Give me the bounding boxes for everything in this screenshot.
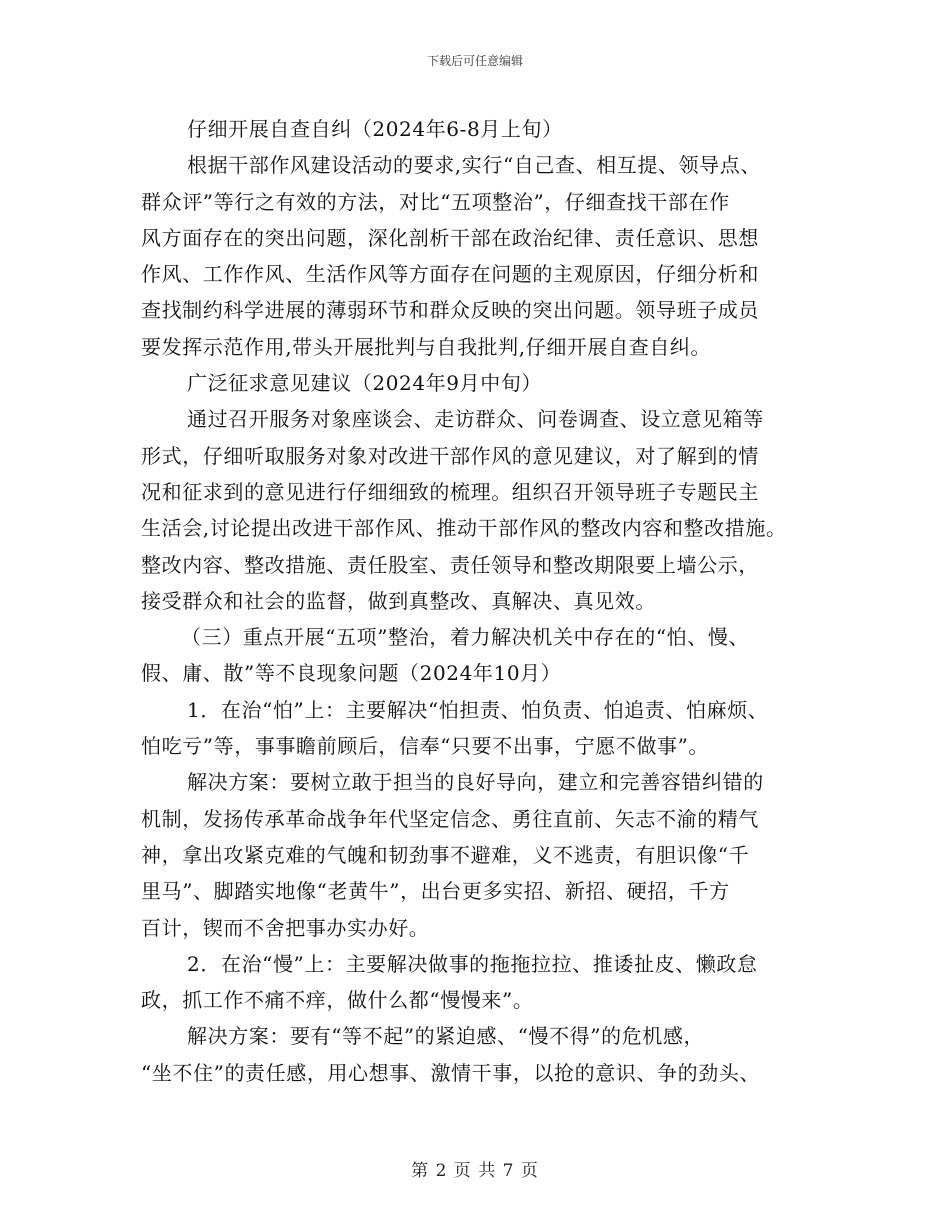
text-line: 况和征求到的意见进行仔细细致的梳理。组织召开领导班子专题民主: [141, 479, 759, 504]
text-line: 根据干部作风建设活动的要求,实行“自己查、相互提、领导点、: [187, 153, 761, 178]
text-line: 怕吃亏”等，事事瞻前顾后，信奉“只要不出事，宁愿不做事”。: [141, 734, 710, 759]
text-line: 形式，仔细听取服务对象对改进干部作风的意见建议，对了解到的情: [141, 443, 759, 468]
text-line: 通过召开服务对象座谈会、走访群众、问卷调查、设立意见箱等: [187, 407, 764, 432]
text-line: 生活会,讨论提出改进干部作风、推动干部作风的整改内容和整改措施。: [141, 516, 787, 541]
text-line: 机制，发扬传承革命战争年代坚定信念、勇往直前、矢志不渝的精气: [141, 806, 759, 831]
text-line: （三）重点开展“五项”整治，着力解决机关中存在的“怕、慢、: [181, 625, 750, 650]
text-line: 查找制约科学进展的薄弱环节和群众反映的突出问题。领导班子成员: [141, 298, 759, 323]
text-line: 风方面存在的突出问题，深化剖析干部在政治纪律、责任意识、思想: [141, 225, 759, 250]
text-line: 解决方案：要有“等不起”的紧迫感、“慢不得”的危机感，: [187, 1024, 705, 1049]
text-line: 要发挥示范作用,带头开展批判与自我批判,仔细开展自查自纠。: [141, 334, 712, 359]
text-line: 仔细开展自查自纠（2024年6-8月上旬）: [187, 117, 563, 141]
text-line: 作风、工作作风、生活作风等方面存在问题的主观原因，仔细分析和: [141, 262, 759, 287]
text-line: 百计，锲而不舍把事办实办好。: [141, 915, 430, 940]
text-line: 假、庸、散”等不良现象问题（2024年10月）: [141, 661, 562, 686]
text-line: 神，拿出攻紧克难的气魄和韧劲事不避难，义不逃责，有胆识像“千: [141, 842, 750, 867]
text-line: 里马”、脚踏实地像“老黄牛”，出台更多实招、新招、硬招，千方: [141, 879, 730, 904]
text-line: 群众评”等行之有效的方法，对比“五项整治”，仔细查找干部在作: [141, 189, 730, 214]
text-line: 解决方案：要树立敢于担当的良好导向，建立和完善容错纠错的: [187, 770, 764, 795]
text-line: 1．在治“怕”上：主要解决“怕担责、怕负责、怕追责、怕麻烦、: [187, 697, 769, 722]
text-line: 政，抓工作不痛不痒，做什么都“慢慢来”。: [141, 988, 534, 1013]
document-body: [141, 111, 821, 1091]
page-footer: 第 2 页 共 7 页: [411, 1161, 539, 1181]
page-header: 下载后可任意编辑: [426, 54, 523, 68]
text-line: 接受群众和社会的监督，做到真整改、真解决、真见效。: [141, 588, 656, 613]
text-line: 广泛征求意见建议（2024年9月中旬）: [187, 371, 543, 396]
text-line: “坐不住”的责任感，用心想事、激情干事，以抢的意识、争的劲头、: [141, 1060, 761, 1085]
text-line: 整改内容、整改措施、责任股室、责任领导和整改期限要上墙公示，: [141, 552, 759, 577]
text-line: 2．在治“慢”上：主要解决做事的拖拖拉拉、推诿扯皮、懒政怠: [187, 951, 758, 976]
